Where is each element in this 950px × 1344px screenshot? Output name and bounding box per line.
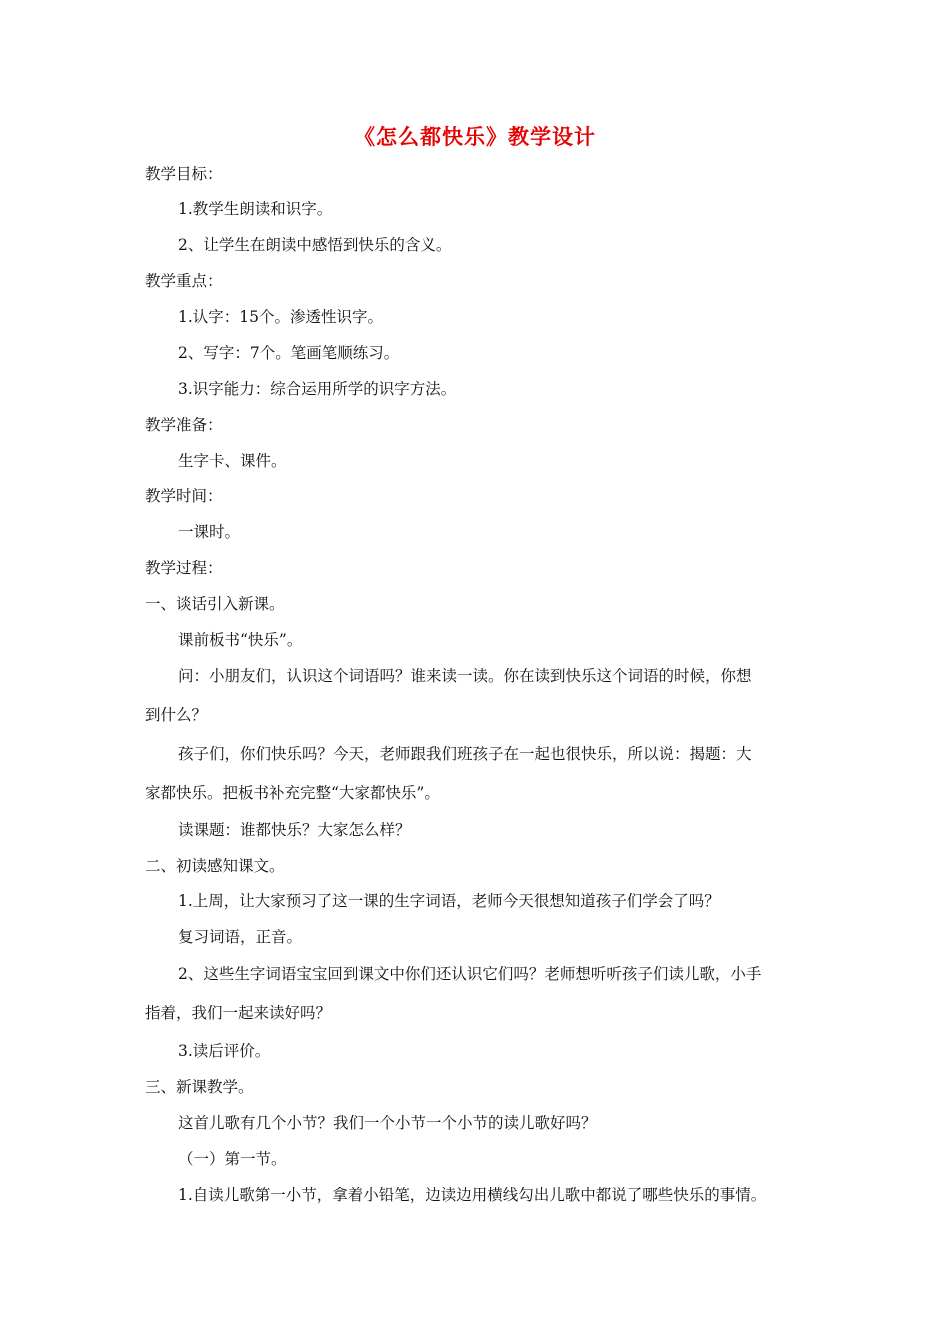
paragraph-line: （一）第一节。 <box>178 1150 287 1168</box>
subsection-heading: 三、新课教学。 <box>145 1078 254 1096</box>
paragraph-line: 孩子们，你们快乐吗？今天，老师跟我们班孩子在一起也很快乐，所以说：揭题：大 <box>178 745 752 763</box>
paragraph-line: 3.识字能力：综合运用所学的识字方法。 <box>178 380 457 398</box>
paragraph-line: 指着，我们一起来读好吗？ <box>145 1004 332 1022</box>
paragraph-line: 这首儿歌有几个小节？我们一个小节一个小节的读儿歌好吗？ <box>178 1114 597 1132</box>
paragraph-line: 1.教学生朗读和识字。 <box>178 200 333 218</box>
section-heading-goals: 教学目标： <box>145 165 223 183</box>
paragraph-line: 2、让学生在朗读中感悟到快乐的含义。 <box>178 236 452 254</box>
paragraph-line: 1.上周，让大家预习了这一课的生字词语，老师今天很想知道孩子们学会了吗？ <box>178 892 720 910</box>
paragraph-line: 课前板书“快乐”。 <box>178 631 303 649</box>
subsection-heading: 二、初读感知课文。 <box>145 857 285 875</box>
paragraph-line: 2、写字：7个。笔画笔顺练习。 <box>178 344 400 362</box>
paragraph-line: 到什么？ <box>145 706 208 724</box>
paragraph-line: 复习词语，正音。 <box>178 928 303 946</box>
section-heading-time: 教学时间： <box>145 487 223 505</box>
paragraph-line: 1.认字：15个。渗透性识字。 <box>178 308 384 326</box>
section-heading-preparation: 教学准备： <box>145 416 223 434</box>
paragraph-line: 读课题：谁都快乐？大家怎么样？ <box>178 821 411 839</box>
document-title: 《怎么都快乐》教学设计 <box>354 124 596 149</box>
paragraph-line: 3.读后评价。 <box>178 1042 271 1060</box>
section-heading-key-points: 教学重点： <box>145 272 223 290</box>
paragraph-line: 一课时。 <box>178 523 241 541</box>
paragraph-line: 2、这些生字词语宝宝回到课文中你们还认识它们吗？老师想听听孩子们读儿歌，小手 <box>178 965 762 983</box>
paragraph-line: 1.自读儿歌第一小节，拿着小铅笔，边读边用横线勾出儿歌中都说了哪些快乐的事情。 <box>178 1186 767 1204</box>
section-heading-process: 教学过程： <box>145 559 223 577</box>
subsection-heading: 一、谈话引入新课。 <box>145 595 285 613</box>
paragraph-line: 生字卡、课件。 <box>178 452 287 470</box>
paragraph-line: 家都快乐。把板书补充完整“大家都快乐”。 <box>145 784 440 802</box>
paragraph-line: 问：小朋友们，认识这个词语吗？谁来读一读。你在读到快乐这个词语的时候，你想 <box>178 667 752 685</box>
